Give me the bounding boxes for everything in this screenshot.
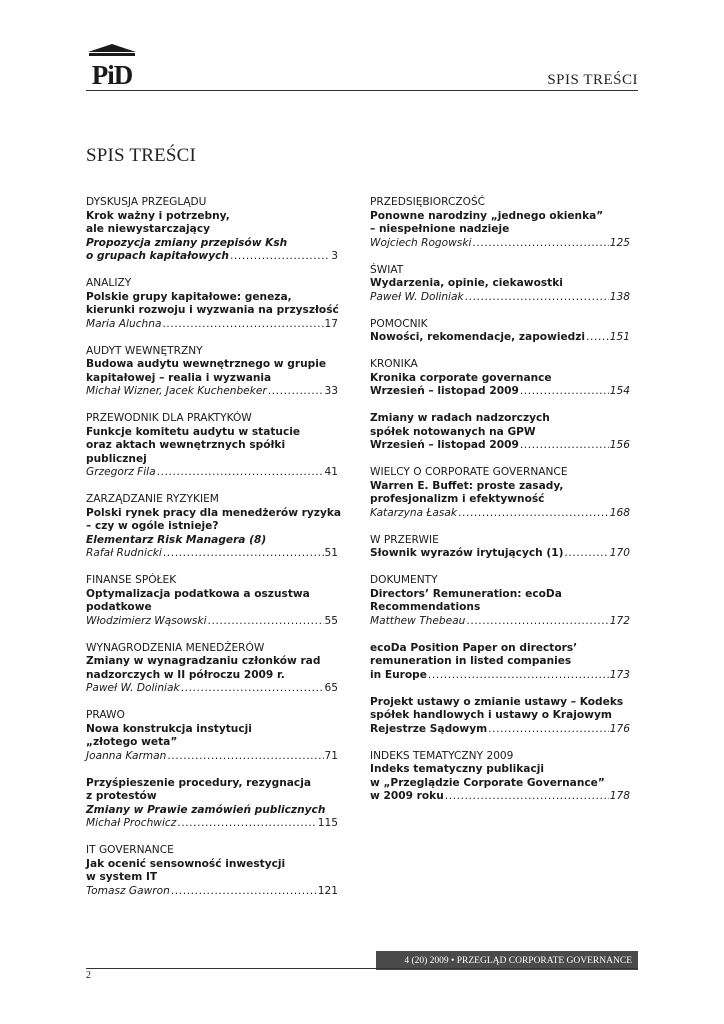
article-title-line: podatkowe — [86, 601, 152, 613]
article-subtitle-line: Propozycja zmiany przepisów Ksh — [86, 236, 288, 249]
page-number-ref: 65 — [324, 682, 338, 694]
toc-page-line — [86, 250, 338, 264]
toc-entry — [370, 196, 630, 250]
toc-page-line — [370, 507, 630, 521]
article-author: Paweł W. Doliniak — [86, 682, 180, 694]
section-category: KRONIKA — [370, 358, 418, 370]
toc-page-line — [370, 615, 630, 629]
page-number-ref: 138 — [609, 290, 630, 303]
page-number-ref: 168 — [609, 506, 630, 519]
article-title-line: Kronika corporate governance — [370, 371, 552, 384]
toc-entry — [86, 642, 338, 696]
article-title-line: o grupach kapitałowych — [86, 250, 229, 262]
page-number-ref: 3 — [331, 250, 338, 262]
article-title-line: „złotego weta” — [86, 736, 178, 748]
toc-page-line — [86, 750, 338, 764]
dot-leader — [564, 547, 608, 561]
article-author: Włodzimierz Wąsowski — [86, 614, 207, 627]
toc-entry — [86, 493, 342, 561]
article-title-line: Wydarzenia, opinie, ciekawostki — [370, 277, 563, 289]
article-author: Wojciech Rogowski — [370, 236, 472, 249]
toc-entry — [370, 264, 630, 305]
dot-leader — [465, 291, 609, 305]
article-author: Grzegorz Fila — [86, 466, 156, 478]
page-number-ref: 156 — [609, 439, 630, 451]
svg-text:PiD: PiD — [91, 60, 133, 88]
article-subtitle-line: Elementarz Risk Managera (8) — [86, 533, 267, 546]
article-author: Paweł W. Doliniak — [370, 290, 464, 303]
article-title-line: Projekt ustawy o zmianie ustawy – Kodeks — [370, 695, 624, 708]
dot-leader — [163, 547, 324, 561]
article-title-line: – niespełnione nadzieje — [370, 223, 510, 235]
toc-entry — [370, 358, 630, 399]
page-number-ref: 173 — [609, 668, 630, 681]
toc-page-line — [370, 723, 630, 737]
section-category: FINANSE SPÓŁEK — [86, 574, 177, 586]
page-number-ref: 71 — [324, 749, 338, 762]
article-title-line: Wrzesień – listopad 2009 — [370, 385, 519, 397]
article-title-line: ale niewystarczający — [86, 223, 211, 235]
article-author: Matthew Thebeau — [370, 614, 466, 627]
dot-leader — [181, 682, 324, 696]
page-number-ref: 176 — [609, 722, 630, 735]
toc-page-line — [370, 385, 630, 399]
section-category: DOKUMENTY — [370, 574, 438, 586]
article-title-line: nadzorczych w II półroczu 2009 r. — [86, 668, 285, 681]
article-title-line: kierunki rozwoju i wyzwania na przyszłość — [86, 304, 339, 316]
article-title-line: publicznej — [86, 452, 147, 465]
article-title-line: Zmiany w wynagradzaniu członków rad — [86, 655, 321, 667]
toc-page-line — [86, 318, 338, 332]
article-author: Rafał Rudnicki — [86, 547, 162, 559]
toc-entry — [370, 412, 630, 453]
article-title-line: Polski rynek pracy dla menedżerów ryzyka — [86, 506, 342, 519]
page-number-ref: 121 — [317, 884, 338, 897]
section-category: WIELCY O CORPORATE GOVERNANCE — [370, 466, 568, 478]
article-title-line: Polskie grupy kapitałowe: geneza, — [86, 290, 292, 303]
dot-leader — [208, 615, 324, 629]
toc-page-line — [86, 817, 338, 831]
article-title-line: Jak ocenić sensowność inwestycji — [86, 857, 286, 870]
section-category: AUDYT WEWNĘTRZNY — [86, 344, 203, 357]
page-number-ref: 17 — [324, 317, 338, 330]
article-title-line: Przyśpieszenie procedury, rezygnacja — [86, 776, 311, 789]
toc-entry — [86, 412, 338, 480]
article-title-line: kapitałowej – realia i wyzwania — [86, 371, 272, 384]
section-category: ŚWIAT — [370, 263, 404, 276]
article-title-line: Ponowne narodziny „jednego okienka” — [370, 209, 604, 222]
toc-page-line — [370, 547, 630, 561]
dot-leader — [268, 385, 324, 399]
footer-issue-text: 4 (20) 2009 • PRZEGLĄD CORPORATE GOVERNANCE — [404, 955, 632, 966]
article-title-line: Indeks tematyczny publikacji — [370, 763, 544, 775]
article-title-line: Recommendations — [370, 601, 481, 613]
article-title-line: Funkcje komitetu audytu w statucie — [86, 425, 301, 438]
toc-entry — [370, 318, 630, 345]
header-section-title: SPIS TREŚCI — [547, 72, 638, 88]
footer-divider — [86, 968, 638, 969]
article-title-line: Słownik wyrazów irytujących (1) — [370, 547, 564, 559]
article-title-line: Optymalizacja podatkowa a oszustwa — [86, 587, 310, 600]
toc-page-line — [86, 385, 338, 399]
page-number-ref: 125 — [609, 236, 630, 249]
toc-entry — [370, 574, 630, 628]
toc-entry — [370, 466, 630, 520]
dot-leader — [428, 669, 609, 683]
dot-leader — [488, 723, 609, 737]
page-number-ref: 154 — [609, 385, 630, 397]
page-number-ref: 55 — [324, 614, 338, 627]
dot-leader — [171, 885, 317, 899]
article-author: Joanna Karman — [86, 749, 167, 762]
page-number-ref: 172 — [609, 614, 630, 627]
toc-page-line — [86, 466, 338, 480]
dot-leader — [586, 331, 609, 345]
toc-entry — [86, 574, 338, 628]
page-number-ref: 151 — [609, 331, 630, 343]
toc-page-line — [370, 237, 630, 251]
article-author: Maria Aluchna — [86, 317, 162, 330]
toc-page-line — [86, 615, 338, 629]
section-category: PRZEDSIĘBIORCZOŚĆ — [370, 196, 486, 208]
dot-leader — [520, 385, 609, 399]
page-number-ref: 115 — [317, 817, 338, 829]
article-author: Michał Wizner, Jacek Kuchenbeker — [86, 385, 267, 397]
article-title-line: Krok ważny i potrzebny, — [86, 209, 230, 222]
toc-page-line — [370, 669, 630, 683]
page-title: SPIS TREŚCI — [86, 145, 197, 166]
article-title-line: spółek notowanych na GPW — [370, 425, 536, 438]
section-category: DYSKUSJA PRZEGLĄDU — [86, 196, 207, 208]
article-title-line: Budowa audytu wewnętrznego w grupie — [86, 358, 327, 370]
toc-entry — [86, 777, 338, 831]
page-number-ref: 51 — [324, 547, 338, 559]
toc-page-line — [370, 331, 630, 345]
section-category: ZARZĄDZANIE RYZYKIEM — [86, 493, 219, 505]
toc-page-line — [370, 291, 630, 305]
dot-leader — [458, 507, 609, 521]
page-number: 2 — [86, 970, 91, 981]
article-title-line: ecoDa Position Paper on directors’ — [370, 641, 578, 654]
article-title-line: oraz aktach wewnętrznych spółki — [86, 439, 286, 451]
toc-entry — [370, 642, 630, 683]
article-subtitle-line: Zmiany w Prawie zamówień publicznych — [86, 803, 326, 816]
toc-entry — [86, 709, 338, 763]
article-title-line: Zmiany w radach nadzorczych — [370, 412, 550, 424]
toc-page-line — [370, 790, 630, 804]
toc-page-line — [86, 682, 338, 696]
dot-leader — [230, 250, 330, 264]
section-category: IT GOVERNANCE — [86, 844, 174, 856]
article-title-line: profesjonalizm i efektywność — [370, 493, 545, 505]
toc-page-line — [86, 547, 338, 561]
toc-entry — [86, 345, 338, 399]
toc-entry — [370, 750, 630, 804]
section-category: ANALIZY — [86, 277, 132, 289]
toc-left-column — [86, 196, 342, 912]
header-divider — [86, 90, 638, 91]
toc-right-column — [370, 196, 630, 817]
article-title-line: spółek handlowych i ustawy o Krajowym — [370, 709, 612, 721]
publisher-logo — [86, 42, 138, 88]
toc-page-line — [370, 439, 630, 453]
article-title-line: w 2009 roku — [370, 790, 444, 802]
dot-leader — [177, 817, 316, 831]
dot-leader — [520, 439, 609, 453]
article-title-line: w „Przeglądzie Corporate Governance” — [370, 776, 605, 789]
toc-entry — [86, 277, 338, 331]
dot-leader — [162, 318, 323, 332]
section-category: POMOCNIK — [370, 317, 428, 330]
page-number-ref: 178 — [609, 790, 630, 802]
section-category: WYNAGRODZENIA MENEDŻERÓW — [86, 641, 265, 654]
article-author: Tomasz Gawron — [86, 884, 170, 897]
article-author: Michał Prochwicz — [86, 817, 177, 829]
article-title-line: Wrzesień – listopad 2009 — [370, 439, 519, 451]
dot-leader — [167, 750, 323, 764]
section-category: W PRZERWIE — [370, 533, 439, 546]
dot-leader — [466, 615, 608, 629]
dot-leader — [157, 466, 324, 480]
dot-leader — [445, 790, 609, 804]
section-category: PRAWO — [86, 709, 125, 721]
dot-leader — [472, 237, 608, 251]
article-title-line: Nowości, rekomendacje, zapowiedzi — [370, 331, 586, 343]
article-title-line: w system IT — [86, 871, 158, 883]
toc-entry — [370, 696, 630, 737]
toc-entry — [370, 534, 630, 561]
section-category: PRZEWODNIK DLA PRAKTYKÓW — [86, 412, 252, 424]
article-title-line: z protestów — [86, 790, 157, 802]
article-title-line: Nowa konstrukcja instytucji — [86, 722, 252, 735]
article-title-line: – czy w ogóle istnieje? — [86, 520, 219, 532]
section-category: INDEKS TEMATYCZNY 2009 — [370, 749, 514, 762]
toc-entry — [86, 844, 338, 898]
article-title-line: remuneration in listed companies — [370, 655, 572, 667]
article-title-line: Rejestrze Sądowym — [370, 722, 488, 735]
page-number-ref: 33 — [324, 385, 338, 397]
article-title-line: Directors’ Remuneration: ecoDa — [370, 587, 562, 600]
toc-page-line — [86, 885, 338, 899]
article-title-line: Warren E. Buffet: proste zasady, — [370, 479, 564, 492]
toc-entry — [86, 196, 338, 264]
article-author: Katarzyna Łasak — [370, 506, 458, 519]
page-number-ref: 41 — [324, 466, 338, 478]
page-number-ref: 170 — [609, 547, 630, 559]
article-title-line: in Europe — [370, 668, 427, 681]
